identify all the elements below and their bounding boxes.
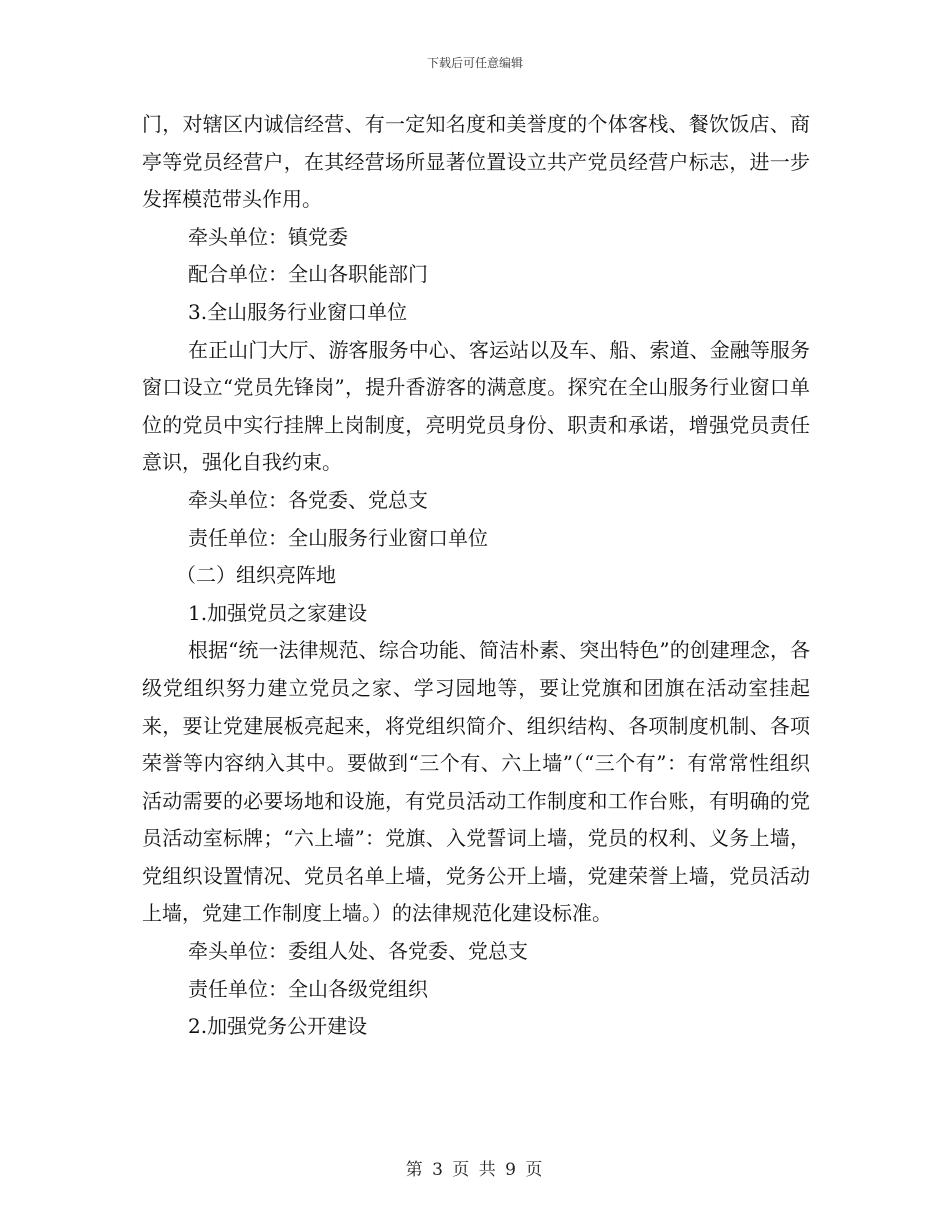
- page-number: 第 3 页 共 9 页: [405, 1160, 545, 1180]
- paragraph-service-windows: 在正山门大厅、游客服务中心、客运站以及车、船、索道、金融等服务窗口设立“党员先锋岗”，提升香游客的满意度。探究在全山服务行业窗口单位的党员中实行挂牌上岗制度，亮明党员身份、职责和承诺，增强党员责任意识，强化自我约束。: [142, 337, 810, 475]
- subsection-heading-1: 1.加强党员之家建设: [188, 600, 368, 625]
- paragraph-party-member-home: 根据“统一法律规范、综合功能、简洁朴素、突出特色”的创建理念，各级党组织努力建立党员之家、学习园地等，要让党旗和团旗在活动室挂起来，要让党建展板亮起来，将党组织简介、组织结构、各项制度机制、各项荣誉等内容纳入其中。要做到“三个有、六上墙”（“三个有”：有常常性组织活动需要的必要场地和设施，有党员活动工作制度和工作台账，有明确的党员活动室标牌；“六上墙”：党旗、入党誓词上墙，党员的权利、义务上墙，党组织设置情况、党员名单上墙，党务公开上墙，党建荣誉上墙，党员活动上墙，党建工作制度上墙。）的法律规范化建设标准。: [142, 638, 810, 926]
- lead-unit-line: 牵头单位：各党委、党总支: [188, 487, 428, 512]
- responsible-unit-line: 责任单位：全山服务行业窗口单位: [188, 525, 488, 550]
- page-header: 下载后可任意编辑: [426, 56, 523, 70]
- subsection-heading-2: 2.加强党务公开建设: [188, 1014, 368, 1039]
- responsible-unit-line: 责任单位：全山各级党组织: [188, 976, 428, 1001]
- lead-unit-line: 牵头单位：委组人处、各党委、党总支: [188, 939, 528, 964]
- section-heading-3: 3.全山服务行业窗口单位: [188, 299, 408, 324]
- section-heading-2: （二）组织亮阵地: [176, 563, 336, 588]
- cooperating-unit-line: 配合单位：全山各职能部门: [188, 262, 428, 287]
- document-body: [142, 106, 810, 1046]
- lead-unit-line: 牵头单位：镇党委: [188, 224, 348, 249]
- paragraph-continuation: 门，对辖区内诚信经营、有一定知名度和美誉度的个体客栈、餐饮饭店、商亭等党员经营户，在其经营场所显著位置设立共产党员经营户标志，进一步发挥模范带头作用。: [142, 112, 810, 212]
